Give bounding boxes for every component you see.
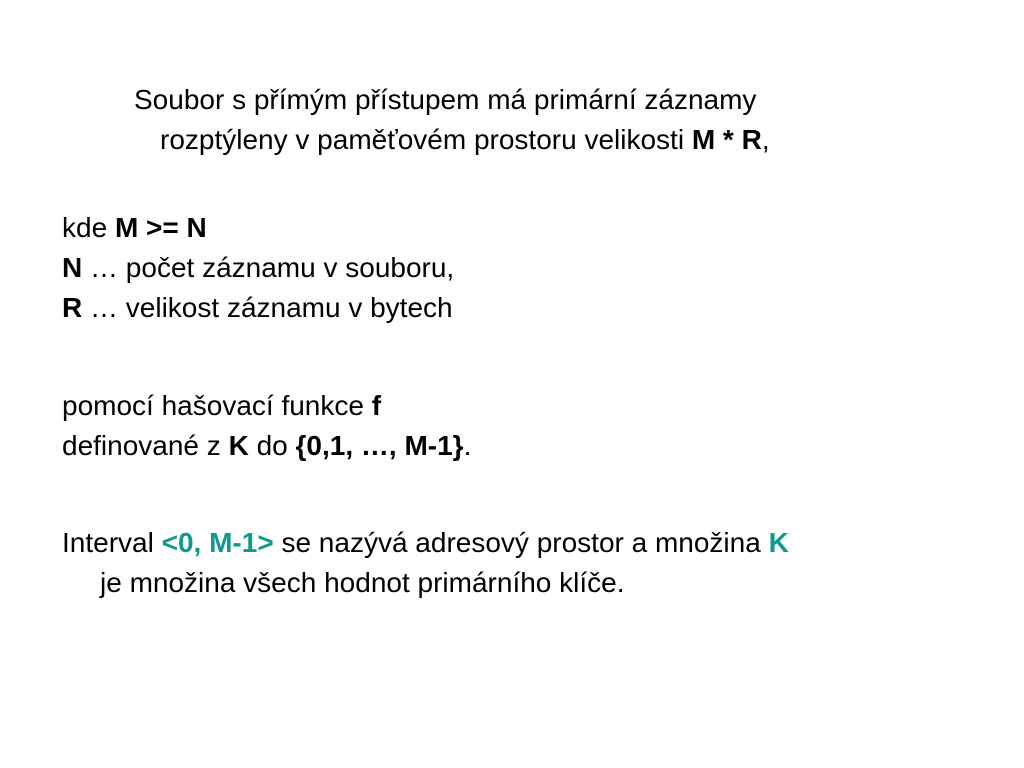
- line: [62, 248, 454, 288]
- text: definované z: [62, 430, 229, 461]
- line: [62, 208, 454, 248]
- accent-term: <0, M-1>: [161, 527, 274, 558]
- bold-term: f: [371, 390, 382, 421]
- text: … počet záznamu v souboru,: [82, 252, 455, 283]
- text: do: [248, 430, 296, 461]
- bold-term: R: [62, 292, 83, 323]
- line: [62, 386, 471, 426]
- line: [62, 523, 789, 563]
- bold-term: M * R: [691, 124, 762, 155]
- bold-term: M >= N: [114, 212, 207, 243]
- text: je množina všech hodnot primárního klíče.: [100, 567, 625, 598]
- text: se nazývá adresový prostor a množina: [273, 527, 769, 558]
- line: [134, 120, 770, 160]
- paragraph-address-space: [62, 523, 789, 603]
- paragraph-file-definition: [134, 80, 770, 160]
- text: Soubor s přímým přístupem má primární záznamy: [134, 84, 757, 115]
- line: [62, 426, 471, 466]
- text: kde: [62, 212, 115, 243]
- paragraph-definitions: [62, 208, 454, 328]
- bold-term: {0,1, …, M-1}: [295, 430, 464, 461]
- text: … velikost záznamu v bytech: [82, 292, 453, 323]
- bold-term: N: [62, 252, 83, 283]
- paragraph-hash-function: [62, 386, 471, 466]
- accent-term: K: [768, 527, 789, 558]
- text: ,: [761, 124, 770, 155]
- line: [62, 288, 454, 328]
- text: .: [463, 430, 472, 461]
- line: [62, 563, 789, 603]
- text: pomocí hašovací funkce: [62, 390, 372, 421]
- line: [134, 80, 770, 120]
- text: rozptýleny v paměťovém prostoru velikosti: [160, 124, 692, 155]
- bold-term: K: [228, 430, 249, 461]
- text: Interval: [62, 527, 162, 558]
